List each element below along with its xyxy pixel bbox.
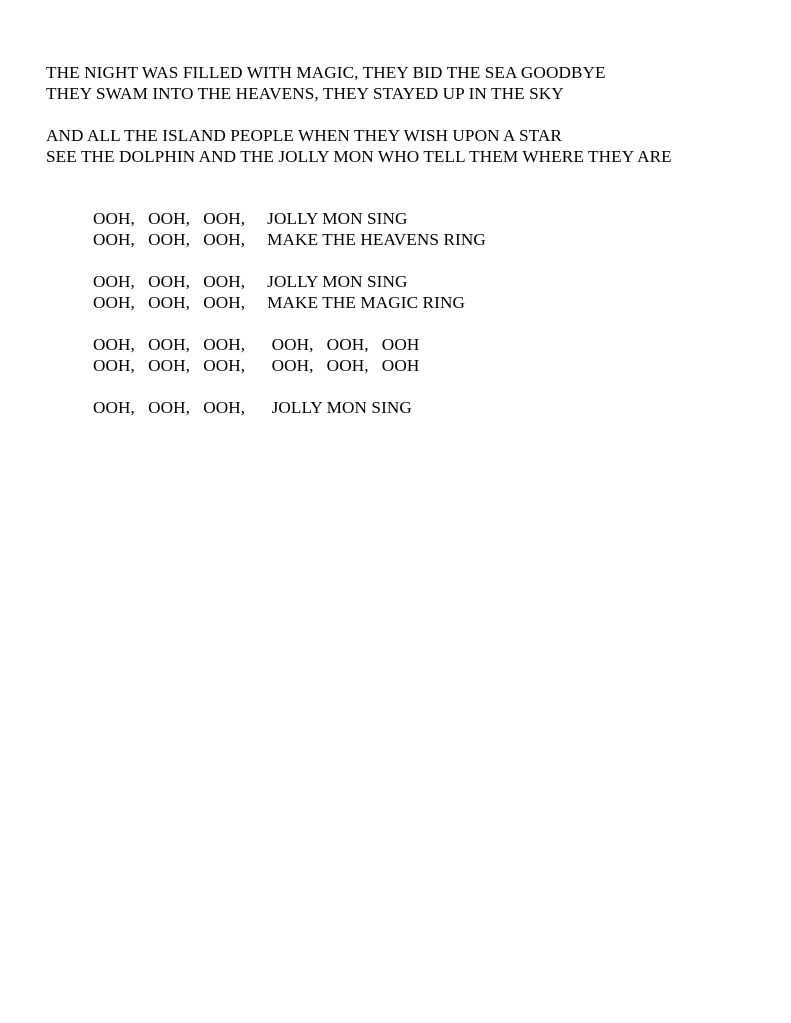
lyric-line: OOH, OOH, OOH, MAKE THE HEAVENS RING	[93, 230, 486, 249]
lyrics-body	[46, 62, 746, 418]
stanza-spacer	[46, 104, 746, 125]
lyric-line: SEE THE DOLPHIN AND THE JOLLY MON WHO TELL THEM WHERE THEY ARE	[46, 147, 672, 166]
stanza-spacer	[46, 250, 746, 271]
lyric-line: OOH, OOH, OOH, JOLLY MON SING	[93, 209, 408, 228]
chorus-4	[46, 397, 746, 418]
stanza-spacer	[46, 188, 746, 208]
lyric-line: OOH, OOH, OOH, OOH, OOH, OOH	[93, 335, 420, 354]
lyric-line: OOH, OOH, OOH, MAKE THE MAGIC RING	[93, 293, 465, 312]
lyric-line: THE NIGHT WAS FILLED WITH MAGIC, THEY BID THE SEA GOODBYE	[46, 63, 606, 82]
verse-2	[46, 125, 746, 167]
stanza-spacer	[46, 376, 746, 397]
lyric-line: OOH, OOH, OOH, JOLLY MON SING	[93, 398, 412, 417]
stanza-spacer	[46, 167, 746, 188]
stanza-spacer	[46, 313, 746, 334]
lyric-line: AND ALL THE ISLAND PEOPLE WHEN THEY WISH UPON A STAR	[46, 126, 562, 145]
lyric-line: OOH, OOH, OOH, OOH, OOH, OOH	[93, 356, 420, 375]
chorus-2	[46, 271, 746, 313]
lyric-line: OOH, OOH, OOH, JOLLY MON SING	[93, 272, 408, 291]
chorus-1	[46, 208, 746, 250]
chorus-3	[46, 334, 746, 376]
verse-1	[46, 62, 746, 104]
lyric-line: THEY SWAM INTO THE HEAVENS, THEY STAYED UP IN THE SKY	[46, 84, 564, 103]
